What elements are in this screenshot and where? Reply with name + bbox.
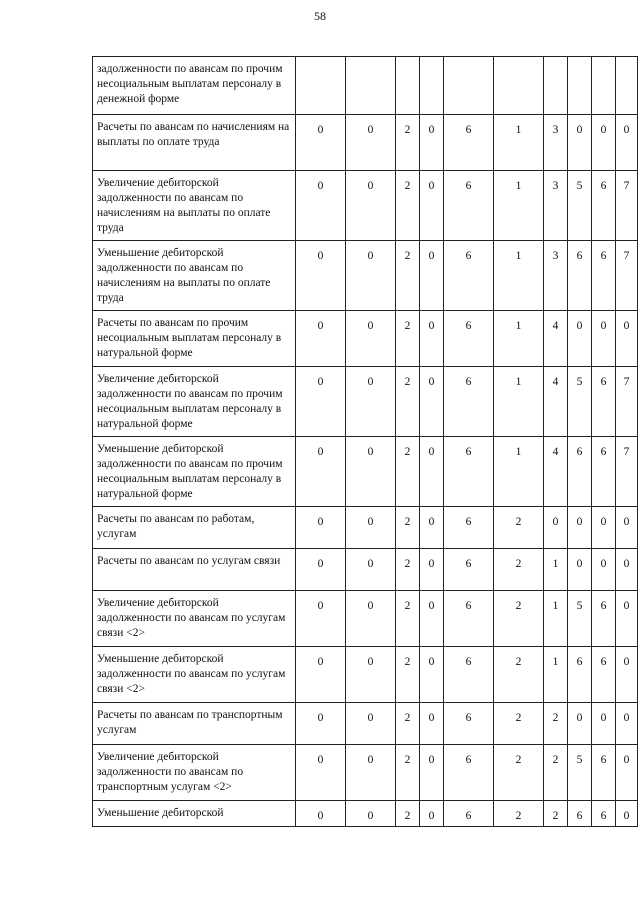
table-row [93, 57, 638, 115]
code-digit-cell: 7 [616, 367, 638, 437]
code-digit-cell: 0 [592, 507, 616, 549]
account-name-cell: Уменьшение дебиторской задолженности по авансам по начислениям на выплаты по оплате труда [93, 241, 296, 311]
code-digit-cell: 6 [568, 647, 592, 703]
code-digit-cell: 0 [592, 549, 616, 591]
account-name-cell: Увеличение дебиторской задолженности по авансам по транспортным услугам <2> [93, 745, 296, 801]
code-digit-cell: 0 [420, 549, 444, 591]
code-digit-cell: 0 [420, 703, 444, 745]
code-digit-cell: 2 [396, 549, 420, 591]
code-digit-cell: 0 [616, 115, 638, 171]
code-digit-cell: 1 [494, 311, 544, 367]
table-row [93, 171, 638, 241]
code-digit-cell: 2 [396, 801, 420, 827]
table-row [93, 311, 638, 367]
code-digit-cell: 0 [296, 647, 346, 703]
account-name-cell: Уменьшение дебиторской задолженности по авансам по прочим несоциальным выплатам персоналу в натуральной форме [93, 437, 296, 507]
code-digit-cell: 0 [296, 311, 346, 367]
account-name-cell: Уменьшение дебиторской задолженности по авансам по услугам связи <2> [93, 647, 296, 703]
code-digit-cell: 5 [568, 745, 592, 801]
code-digit-cell: 0 [296, 745, 346, 801]
code-digit-cell: 2 [396, 437, 420, 507]
code-digit-cell: 4 [544, 367, 568, 437]
table-row [93, 507, 638, 549]
code-digit-cell: 6 [592, 647, 616, 703]
page-number: 58 [314, 9, 326, 23]
code-digit-cell: 6 [592, 745, 616, 801]
code-digit-cell: 7 [616, 437, 638, 507]
code-digit-cell: 6 [444, 647, 494, 703]
code-digit-cell: 7 [616, 171, 638, 241]
code-digit-cell: 0 [346, 241, 396, 311]
table-row [93, 367, 638, 437]
table-row [93, 241, 638, 311]
code-digit-cell: 0 [346, 115, 396, 171]
account-name-cell: Расчеты по авансам по работам, услугам [93, 507, 296, 549]
code-digit-cell: 6 [444, 367, 494, 437]
code-digit-cell: 0 [616, 745, 638, 801]
code-digit-cell: 0 [346, 591, 396, 647]
code-digit-cell: 2 [396, 241, 420, 311]
code-digit-cell [568, 57, 592, 115]
table-row [93, 115, 638, 171]
account-name-cell: задолженности по авансам по прочим несоциальным выплатам персоналу в денежной форме [93, 57, 296, 115]
code-digit-cell: 6 [444, 801, 494, 827]
table-row [93, 549, 638, 591]
code-digit-cell: 2 [396, 171, 420, 241]
account-name-cell: Расчеты по авансам по услугам связи [93, 549, 296, 591]
code-digit-cell: 0 [616, 703, 638, 745]
code-digit-cell: 0 [296, 115, 346, 171]
code-digit-cell: 6 [568, 437, 592, 507]
code-digit-cell: 0 [346, 437, 396, 507]
code-digit-cell: 2 [494, 549, 544, 591]
code-digit-cell: 0 [346, 507, 396, 549]
account-name-cell: Расчеты по авансам по транспортным услугам [93, 703, 296, 745]
code-digit-cell: 6 [444, 241, 494, 311]
code-digit-cell: 0 [420, 591, 444, 647]
code-digit-cell: 0 [616, 311, 638, 367]
table-body [93, 57, 638, 827]
code-digit-cell: 0 [346, 549, 396, 591]
code-digit-cell: 0 [568, 507, 592, 549]
code-digit-cell: 2 [494, 647, 544, 703]
code-digit-cell: 0 [544, 507, 568, 549]
code-digit-cell: 2 [396, 367, 420, 437]
code-digit-cell: 0 [346, 367, 396, 437]
code-digit-cell: 5 [568, 171, 592, 241]
code-digit-cell: 0 [420, 437, 444, 507]
code-digit-cell: 0 [592, 115, 616, 171]
code-digit-cell: 2 [396, 115, 420, 171]
code-digit-cell: 0 [568, 115, 592, 171]
code-digit-cell: 0 [420, 241, 444, 311]
code-digit-cell: 2 [544, 801, 568, 827]
code-digit-cell: 6 [592, 591, 616, 647]
code-digit-cell: 0 [296, 549, 346, 591]
account-name-cell: Расчеты по авансам по прочим несоциальным выплатам персоналу в натуральной форме [93, 311, 296, 367]
code-digit-cell: 0 [420, 311, 444, 367]
code-digit-cell: 0 [296, 367, 346, 437]
code-digit-cell: 0 [420, 801, 444, 827]
code-digit-cell: 0 [592, 703, 616, 745]
code-digit-cell: 1 [494, 171, 544, 241]
code-digit-cell: 0 [616, 507, 638, 549]
code-digit-cell: 5 [568, 591, 592, 647]
code-digit-cell: 1 [494, 241, 544, 311]
code-digit-cell: 2 [544, 703, 568, 745]
account-code-table [92, 56, 638, 827]
code-digit-cell: 2 [396, 703, 420, 745]
code-digit-cell: 0 [592, 311, 616, 367]
code-digit-cell: 0 [296, 241, 346, 311]
code-digit-cell: 2 [396, 507, 420, 549]
code-digit-cell: 0 [346, 647, 396, 703]
table-row [93, 745, 638, 801]
code-digit-cell: 0 [346, 171, 396, 241]
table-row [93, 801, 638, 827]
code-digit-cell: 6 [592, 171, 616, 241]
code-digit-cell: 2 [494, 801, 544, 827]
code-digit-cell: 0 [420, 745, 444, 801]
table-row [93, 591, 638, 647]
code-digit-cell: 0 [346, 801, 396, 827]
code-digit-cell: 0 [420, 507, 444, 549]
code-digit-cell: 6 [592, 367, 616, 437]
code-digit-cell: 2 [494, 745, 544, 801]
account-name-cell: Расчеты по авансам по начислениям на выплаты по оплате труда [93, 115, 296, 171]
code-digit-cell [346, 57, 396, 115]
code-digit-cell: 6 [444, 549, 494, 591]
code-digit-cell: 6 [444, 437, 494, 507]
code-digit-cell: 1 [494, 367, 544, 437]
code-digit-cell [616, 57, 638, 115]
code-digit-cell: 0 [296, 437, 346, 507]
code-digit-cell: 0 [420, 367, 444, 437]
code-digit-cell: 1 [494, 437, 544, 507]
code-digit-cell: 1 [544, 549, 568, 591]
code-digit-cell: 2 [544, 745, 568, 801]
code-digit-cell: 0 [296, 171, 346, 241]
code-digit-cell [444, 57, 494, 115]
code-digit-cell: 0 [420, 647, 444, 703]
code-digit-cell: 6 [444, 507, 494, 549]
code-digit-cell: 2 [494, 507, 544, 549]
table-row [93, 647, 638, 703]
code-digit-cell: 5 [568, 367, 592, 437]
account-name-cell: Уменьшение дебиторской [93, 801, 296, 827]
code-digit-cell: 0 [420, 115, 444, 171]
code-digit-cell: 0 [568, 703, 592, 745]
account-name-cell: Увеличение дебиторской задолженности по авансам по услугам связи <2> [93, 591, 296, 647]
table-row [93, 437, 638, 507]
code-digit-cell: 0 [616, 647, 638, 703]
code-digit-cell: 0 [568, 311, 592, 367]
code-digit-cell: 6 [444, 311, 494, 367]
table-row [93, 703, 638, 745]
code-digit-cell: 0 [346, 311, 396, 367]
code-digit-cell: 4 [544, 311, 568, 367]
code-digit-cell: 7 [616, 241, 638, 311]
code-digit-cell: 1 [494, 115, 544, 171]
code-digit-cell: 6 [592, 437, 616, 507]
code-digit-cell [544, 57, 568, 115]
code-digit-cell: 0 [296, 591, 346, 647]
account-name-cell: Увеличение дебиторской задолженности по авансам по начислениям на выплаты по оплате труда [93, 171, 296, 241]
code-digit-cell: 6 [444, 745, 494, 801]
code-digit-cell: 0 [346, 745, 396, 801]
code-digit-cell: 2 [396, 745, 420, 801]
code-digit-cell: 6 [592, 241, 616, 311]
code-digit-cell: 6 [444, 115, 494, 171]
code-digit-cell [296, 57, 346, 115]
account-name-cell: Увеличение дебиторской задолженности по авансам по прочим несоциальным выплатам персоналу в натуральной форме [93, 367, 296, 437]
code-digit-cell: 0 [296, 801, 346, 827]
code-digit-cell: 1 [544, 591, 568, 647]
code-digit-cell: 0 [346, 703, 396, 745]
code-digit-cell [592, 57, 616, 115]
code-digit-cell: 6 [592, 801, 616, 827]
code-digit-cell: 6 [444, 171, 494, 241]
code-digit-cell: 6 [568, 801, 592, 827]
code-digit-cell: 0 [568, 549, 592, 591]
code-digit-cell: 0 [420, 171, 444, 241]
code-digit-cell: 0 [616, 591, 638, 647]
code-digit-cell: 2 [396, 647, 420, 703]
code-digit-cell: 0 [296, 703, 346, 745]
code-digit-cell: 2 [494, 703, 544, 745]
code-digit-cell: 6 [444, 703, 494, 745]
code-digit-cell: 2 [494, 591, 544, 647]
code-digit-cell: 0 [616, 801, 638, 827]
code-digit-cell: 2 [396, 311, 420, 367]
code-digit-cell: 3 [544, 171, 568, 241]
code-digit-cell: 6 [568, 241, 592, 311]
code-digit-cell [396, 57, 420, 115]
code-digit-cell: 6 [444, 591, 494, 647]
code-digit-cell: 1 [544, 647, 568, 703]
code-digit-cell: 0 [616, 549, 638, 591]
code-digit-cell: 3 [544, 241, 568, 311]
code-digit-cell: 0 [296, 507, 346, 549]
code-digit-cell [494, 57, 544, 115]
code-digit-cell [420, 57, 444, 115]
code-digit-cell: 3 [544, 115, 568, 171]
code-digit-cell: 4 [544, 437, 568, 507]
code-digit-cell: 2 [396, 591, 420, 647]
